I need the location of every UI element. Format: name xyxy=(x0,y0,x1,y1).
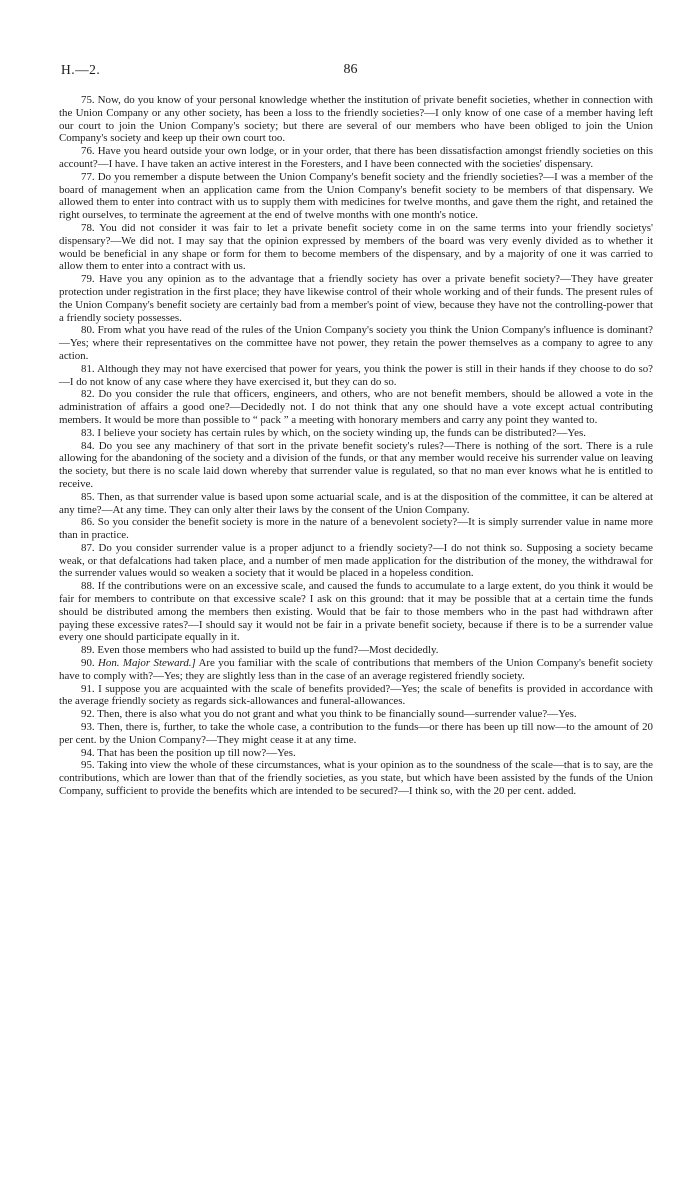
question-number: 92. xyxy=(81,708,95,721)
question-number: 84. xyxy=(81,439,95,452)
question-paragraph xyxy=(59,363,653,389)
question-paragraph xyxy=(59,273,653,324)
question-text: I believe your society has certain rules by which, on the society winding up, the funds can be distributed?—Yes. xyxy=(97,426,586,439)
question-paragraph xyxy=(59,683,653,709)
question-number: 75. xyxy=(81,94,95,106)
question-text: That has been the position up till now?—Yes. xyxy=(97,746,296,759)
question-number: 80. xyxy=(81,324,95,337)
question-text: Are you familiar with the scale of contributions that members of the Union Company's benefit society have to comply with?—Yes; they are slightly less than in the case of an average registered friendly society. xyxy=(59,657,654,682)
question-number: 89. xyxy=(81,644,95,657)
question-paragraph xyxy=(59,759,653,797)
question-paragraph xyxy=(59,721,653,747)
question-text: Then, there is, further, to take the whole case, a contribution to the funds—or there has been up till now—to the amount of 20 per cent. by the Union Company?—They might cease it at any time. xyxy=(59,721,653,746)
page-header xyxy=(61,62,640,82)
question-number: 83. xyxy=(81,426,95,439)
question-paragraph xyxy=(59,657,653,683)
question-paragraph xyxy=(59,324,653,362)
question-paragraph xyxy=(59,145,653,171)
question-number: 79. xyxy=(81,273,95,286)
question-paragraph xyxy=(59,644,653,657)
question-text: So you consider the benefit society is more in the nature of a benevolent society?—It is simply surrender value in name more than in practice. xyxy=(59,516,653,542)
question-paragraph xyxy=(59,171,653,222)
question-paragraph xyxy=(59,516,653,542)
question-text: Have you any opinion as to the advantage that a friendly society has over a private benefit society?—They have greater protection under registration in the first place; they have likewise control of their whole working and of their funds. The present rules of the Union Company's benefit society are certainly bad from a member's point of view, because they have not the controlling-power that a friendly society possesses. xyxy=(59,273,653,324)
question-paragraph xyxy=(59,94,653,145)
question-number: 90. xyxy=(81,657,95,670)
question-text: If the contributions were on an excessive scale, and caused the funds to accumulate to a large extent, do you think it would be fair for members to contribute on that excessive scale? I ask on this ground: that it may be possible that at a certain time the funds should be distributed among the members then existing. Would that be fair to those members who in the past had withdrawn after paying these excessive rates?—I should say it would not be fair in a private benefit society, because if there is to be a surrender value every one should participate equally in it. xyxy=(59,580,653,644)
speaker-name: Hon. Major Steward.] xyxy=(98,657,196,670)
question-number: 91. xyxy=(81,682,95,695)
question-text: From what you have read of the rules of the Union Company's society you think the Union Company's influence is dominant?—Yes; where their representatives on the committee have not power, they retain the power themselves as a company to agree to any action. xyxy=(59,324,653,362)
question-paragraph xyxy=(59,388,653,426)
question-number: 82. xyxy=(81,388,95,401)
page-number: 86 xyxy=(343,62,358,77)
question-number: 81. xyxy=(81,362,95,375)
document-body xyxy=(59,94,653,798)
question-paragraph xyxy=(59,708,653,721)
question-text: Now, do you know of your personal knowledge whether the institution of private benefit societies, whether in connection with the Union Company or any other society, has been a loss to the friendly societies?—I only know of one case of a member having left our court to join the Union Company's society; but there are several of our members who have been obliged to join the Union Company's society and keep up their own court too. xyxy=(59,94,653,145)
question-text: You did not consider it was fair to let a private benefit society come in on the same terms into your friendly societys' dispensary?—We did not. I may say that the opinion expressed by members of the board was very evenly divided as to whether it would be beneficial in any shape or form for them to become members of the dispensary, and by a majority of one it was carried to allow them to enter into a contract with us. xyxy=(59,221,653,273)
question-paragraph xyxy=(59,427,653,440)
question-number: 95. xyxy=(81,759,95,772)
question-number: 93. xyxy=(81,721,95,734)
question-text: Then, there is also what you do not grant and what you think to be financially sound—surrender value?—Yes. xyxy=(97,708,577,721)
question-number: 77. xyxy=(81,170,95,183)
question-text: Have you heard outside your own lodge, or in your order, that there has been dissatisfaction amongst friendly societies on this account?—I have. I have taken an active interest in the Foresters, and I have been connected with the societies' dispensary. xyxy=(59,145,653,170)
question-number: 94. xyxy=(81,746,95,759)
question-paragraph xyxy=(59,440,653,491)
question-text: Do you remember a dispute between the Union Company's benefit society and the friendly societies?—I was a member of the board of management when an application came from the Union Company's benefit society to be members of that dispensary. We allowed them to enter into contract with us to supply them with medicines for twelve months, and gave them the right, and retained the right ourselves, to terminate the agreement at the end of twelve months with one month's notice. xyxy=(59,170,653,222)
question-text: Then, as that surrender value is based upon some actuarial scale, and is at the disposition of the committee, it can be altered at any time?—At any time. They can only alter their laws by the consent of the Union Company. xyxy=(59,490,653,516)
question-number: 85. xyxy=(81,490,95,503)
question-text: I suppose you are acquainted with the scale of benefits provided?—Yes; the scale of benefits is provided in accordance with the average friendly society as regards sick-allowances and funeral-allowances. xyxy=(59,682,653,708)
question-number: 78. xyxy=(81,221,95,234)
question-paragraph xyxy=(59,222,653,273)
question-text: Do you see any machinery of that sort in the private benefit society's rules?—There is nothing of the sort. There is a rule allowing for the abandoning of the society and a division of the funds, or that any member would receive his surrender value on leaving the society, but there is no scale laid down whereby that surrender value is regulated, so that no man ever knows what he is entitled to receive. xyxy=(59,439,653,490)
question-number: 76. xyxy=(81,145,95,158)
question-text: Taking into view the whole of these circumstances, what is your opinion as to the soundness of the scale—that is to say, are the contributions, which are lower than that of the friendly societies, as you state, but which have been assisted by the funds of the Union Company, sufficient to provide the benefits which are intended to be secured?—I think so, with the 20 per cent. added. xyxy=(59,759,654,798)
question-text: Even those members who had assisted to build up the fund?—Most decidedly. xyxy=(97,644,439,657)
question-text: Although they may not have exercised that power for years, you think the power is still in their hands if they choose to do so?—I do not know of any case where they have exercised it, but they can do so. xyxy=(59,362,654,388)
question-paragraph xyxy=(59,580,653,644)
question-text: Do you consider surrender value is a proper adjunct to a friendly society?—I do not think so. Supposing a society became weak, or that defalcations had taken place, and a number of men made application for the distribution of the money, the withdrawal for the surrender values would so weaken a society that it would be placed in a hopeless condition. xyxy=(59,541,654,580)
question-paragraph xyxy=(59,491,653,517)
question-paragraph xyxy=(59,542,653,580)
question-text: Do you consider the rule that officers, engineers, and others, who are not benefit members, should be allowed a vote in the administration of affairs a good one?—Decidedly not. I do not think that any one should have a vote except actual contributing members. It would be more than possible to “ pack ” a meeting with honorary members and carry any point they wanted to. xyxy=(59,388,653,426)
question-number: 86. xyxy=(81,516,95,529)
question-number: 88. xyxy=(81,580,95,593)
question-paragraph xyxy=(59,747,653,760)
question-number: 87. xyxy=(81,541,95,554)
document-reference: H.—2. xyxy=(61,62,101,77)
